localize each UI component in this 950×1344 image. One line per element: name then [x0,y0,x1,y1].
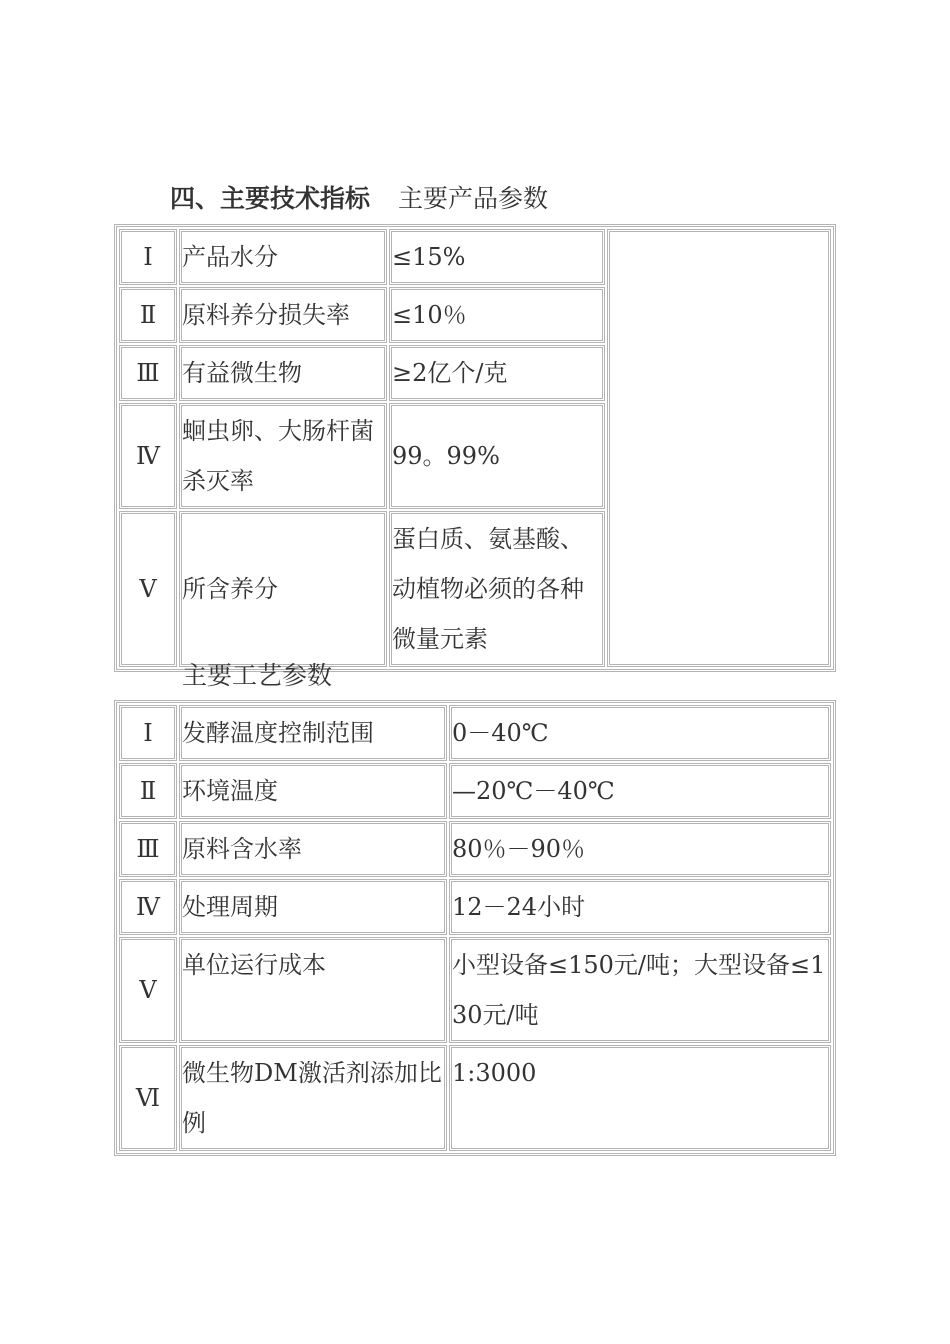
param-value: —20℃－40℃ [449,763,831,819]
param-value: ≥2亿个/克 [389,345,605,401]
param-name: 微生物DM激活剂添加比例 [179,1045,447,1151]
section-title: 四、主要技术指标 [170,184,371,213]
table-row [119,821,831,877]
row-number: Ⅰ [119,705,177,761]
param-value: 小型设备≤150元/吨；大型设备≤130元/吨 [449,937,831,1043]
row-number: Ⅴ [119,937,177,1043]
param-value: ≤10％ [389,287,605,343]
param-name: 产品水分 [179,229,387,285]
param-value: ≤15% [389,229,605,285]
table-row [119,879,831,935]
section-heading [170,182,548,216]
param-name: 原料含水率 [179,821,447,877]
table-row [119,763,831,819]
row-number: Ⅵ [119,1045,177,1151]
table-row [119,937,831,1043]
param-name: 所含养分 [179,511,387,667]
product-params-title: 主要产品参数 [398,184,549,213]
row-number: Ⅲ [119,821,177,877]
row-number: Ⅱ [119,763,177,819]
param-name: 蛔虫卵、大肠杆菌杀灭率 [179,403,387,509]
param-value: 99。99% [389,403,605,509]
param-value: 1:3000 [449,1045,831,1151]
table-row [119,1045,831,1151]
param-name: 环境温度 [179,763,447,819]
row-number: Ⅳ [119,879,177,935]
table-row [119,705,831,761]
row-number: Ⅰ [119,229,177,285]
product-params-table [114,224,836,672]
param-name: 发酵温度控制范围 [179,705,447,761]
param-value: 0－40℃ [449,705,831,761]
param-value: 12－24小时 [449,879,831,935]
param-name: 处理周期 [179,879,447,935]
process-params-title: 主要工艺参数 [182,661,333,690]
param-value: 80％－90％ [449,821,831,877]
param-name: 原料养分损失率 [179,287,387,343]
row-number: Ⅲ [119,345,177,401]
table-row [119,229,831,285]
param-name: 单位运行成本 [179,937,447,1043]
row-number: Ⅳ [119,403,177,509]
param-name: 有益微生物 [179,345,387,401]
row-number: Ⅱ [119,287,177,343]
process-params-table [114,700,836,1156]
row-number: Ⅴ [119,511,177,667]
empty-cell [607,229,831,667]
param-value: 蛋白质、氨基酸、动植物必须的各种微量元素 [389,511,605,667]
